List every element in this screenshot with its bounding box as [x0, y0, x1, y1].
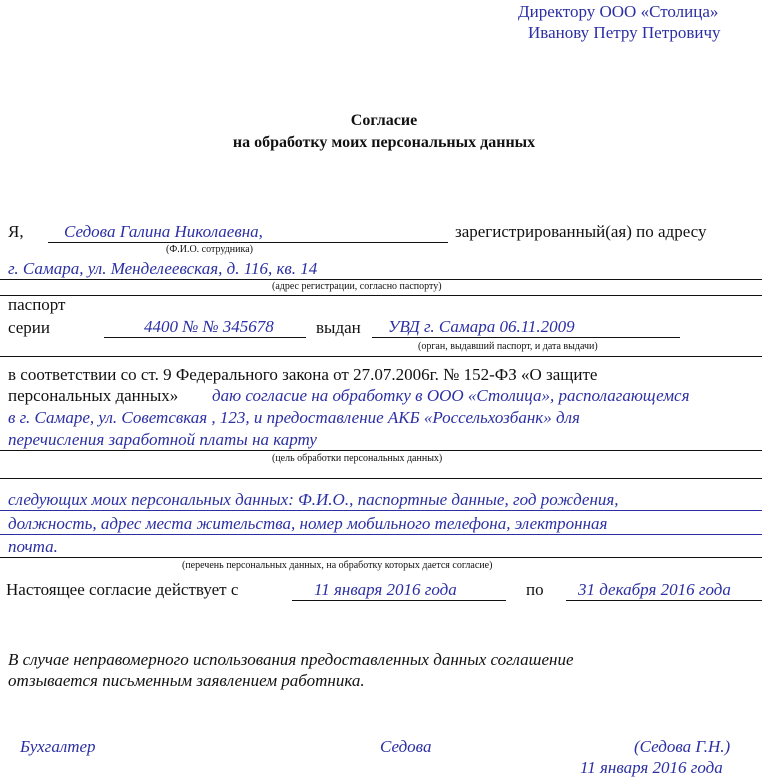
data-list-underline-2: [0, 534, 762, 535]
purpose-line-2-plain: персональных данных»: [8, 386, 179, 405]
passport-label: паспорт: [8, 295, 66, 314]
document-subtitle: на обработку моих персональных данных: [232, 134, 536, 151]
passport-issued-underline: [372, 337, 680, 338]
validity-to-label: по: [526, 580, 544, 599]
purpose-caption: (цель обработки персональных данных): [272, 453, 443, 464]
data-list-line-3: почта.: [8, 537, 58, 556]
passport-bottom-line: [0, 356, 762, 357]
passport-issued-label: выдан: [316, 318, 361, 337]
address-caption: (адрес регистрации, согласно паспорту): [272, 281, 442, 292]
validity-to-underline: [566, 600, 762, 601]
passport-top-line: [0, 295, 762, 296]
data-list-underline-3: [0, 557, 762, 558]
data-list-line-2: должность, адрес места жительства, номер мобильного телефона, электронная: [8, 514, 608, 533]
signature-mark: Седова: [380, 737, 432, 756]
passport-number: 4400 № № 345678: [144, 317, 274, 336]
validity-from-underline: [292, 600, 506, 601]
validity-to: 31 декабря 2016 года: [578, 580, 731, 599]
purpose-line-2-italic: даю согласие на обработку в ООО «Столица», располагающемся: [212, 386, 690, 405]
employee-name: Седова Галина Николаевна,: [64, 222, 263, 241]
document-title: Согласие: [350, 112, 418, 129]
addressee-line-1: Директору ООО «Столица»: [518, 2, 719, 21]
validity-from: 11 января 2016 года: [314, 580, 457, 599]
addressee-line-2: Иванову Петру Петровичу: [528, 23, 721, 42]
registered-label: зарегистрированный(ая) по адресу: [455, 222, 707, 241]
purpose-line-3: в г. Самаре, ул. Советсвкая , 123, и предоставление АКБ «Россельхозбанк» для: [8, 408, 580, 427]
data-list-caption: (перечень персональных данных, на обработку которых дается согласие): [182, 560, 493, 571]
passport-issued-by: УВД г. Самара 06.11.2009: [388, 317, 575, 336]
employee-prefix: Я,: [8, 222, 24, 241]
data-list-line-1: следующих моих персональных данных: Ф.И.О., паспортные данные, год рождения,: [8, 490, 619, 509]
employee-name-underline: [48, 242, 448, 243]
validity-label: Настоящее согласие действует с: [6, 580, 239, 599]
employee-name-caption: (Ф.И.О. сотрудника): [166, 244, 253, 255]
purpose-line-4: перечисления заработной платы на карту: [8, 430, 317, 449]
signature-name: (Седова Г.Н.): [634, 737, 731, 756]
signature-position: Бухгалтер: [20, 737, 96, 756]
passport-number-underline: [104, 337, 306, 338]
signature-date: 11 января 2016 года: [580, 758, 723, 777]
address-underline: [0, 279, 762, 280]
passport-series-label: серии: [8, 318, 50, 337]
data-list-top-line: [0, 478, 762, 479]
note-line-1: В случае неправомерного использования предоставленных данных соглашение: [8, 650, 574, 669]
note-line-2: отзывается письменным заявлением работника.: [8, 671, 365, 690]
purpose-underline: [0, 450, 762, 451]
address-value: г. Самара, ул. Менделеевская, д. 116, кв. 14: [8, 259, 318, 278]
passport-caption: (орган, выдавший паспорт, и дата выдачи): [418, 341, 598, 352]
data-list-underline-1: [0, 510, 762, 511]
purpose-line-1: в соответствии со ст. 9 Федерального закона от 27.07.2006г. № 152-ФЗ «О защите: [8, 365, 598, 384]
